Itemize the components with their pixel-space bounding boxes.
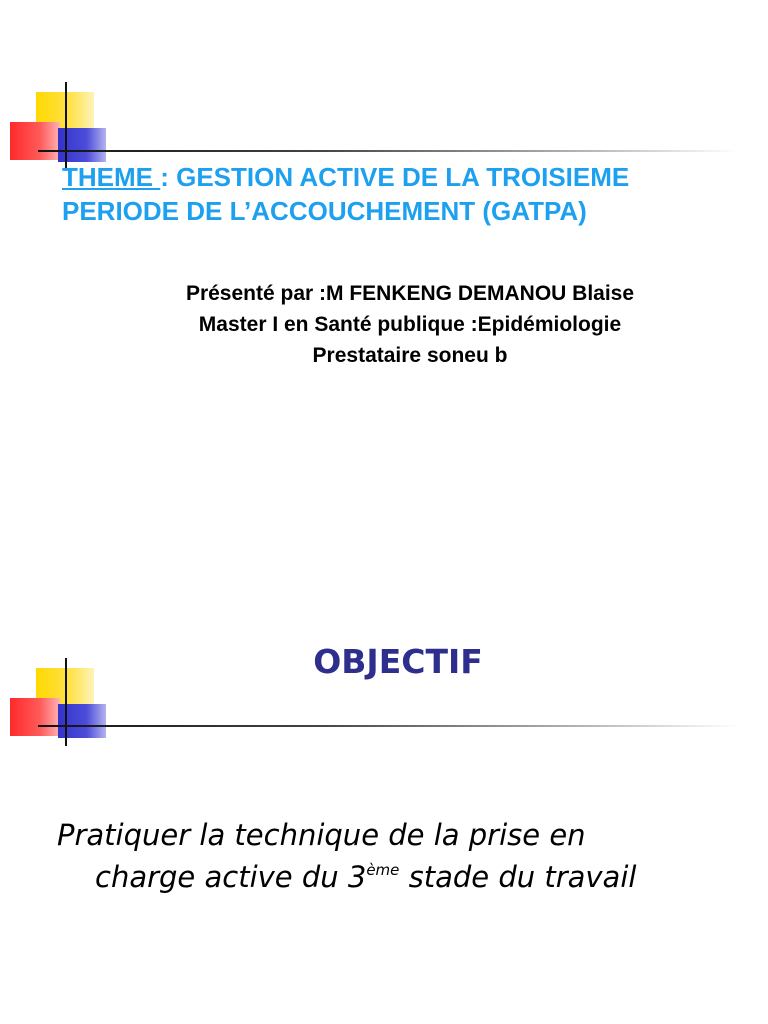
objective-line-2-start: charge active du 3 <box>95 860 367 894</box>
heading-divider-line <box>38 725 738 727</box>
presenter-degree: Master I en Santé publique :Epidémiologie <box>198 313 622 336</box>
objective-line-1: Pratiquer la technique de la prise en <box>57 818 586 852</box>
logo-red-square <box>10 698 60 736</box>
objective-line-2 <box>57 856 757 898</box>
objective-heading: OBJECTIF <box>313 642 483 681</box>
logo-red-square <box>10 122 60 160</box>
slide-title-text <box>62 160 742 228</box>
title-line-2: PERIODE DE L’ACCOUCHEMENT (GATPA) <box>62 196 587 226</box>
objective-body <box>57 814 757 898</box>
ordinal-superscript: ème <box>366 861 400 879</box>
theme-label: THEME <box>62 162 161 192</box>
presenter-block <box>60 278 760 371</box>
presenter-name: Présenté par :M FENKENG DEMANOU Blaise <box>185 282 635 305</box>
slide-objective <box>0 512 768 1024</box>
presenter-role: Prestataire soneu b <box>312 344 508 367</box>
title-divider-line <box>38 150 738 152</box>
title-line-1: : GESTION ACTIVE DE LA TROISIEME <box>160 162 630 192</box>
objective-line-2-end: stade du travail <box>399 860 637 894</box>
logo-vertical-line <box>65 82 67 168</box>
